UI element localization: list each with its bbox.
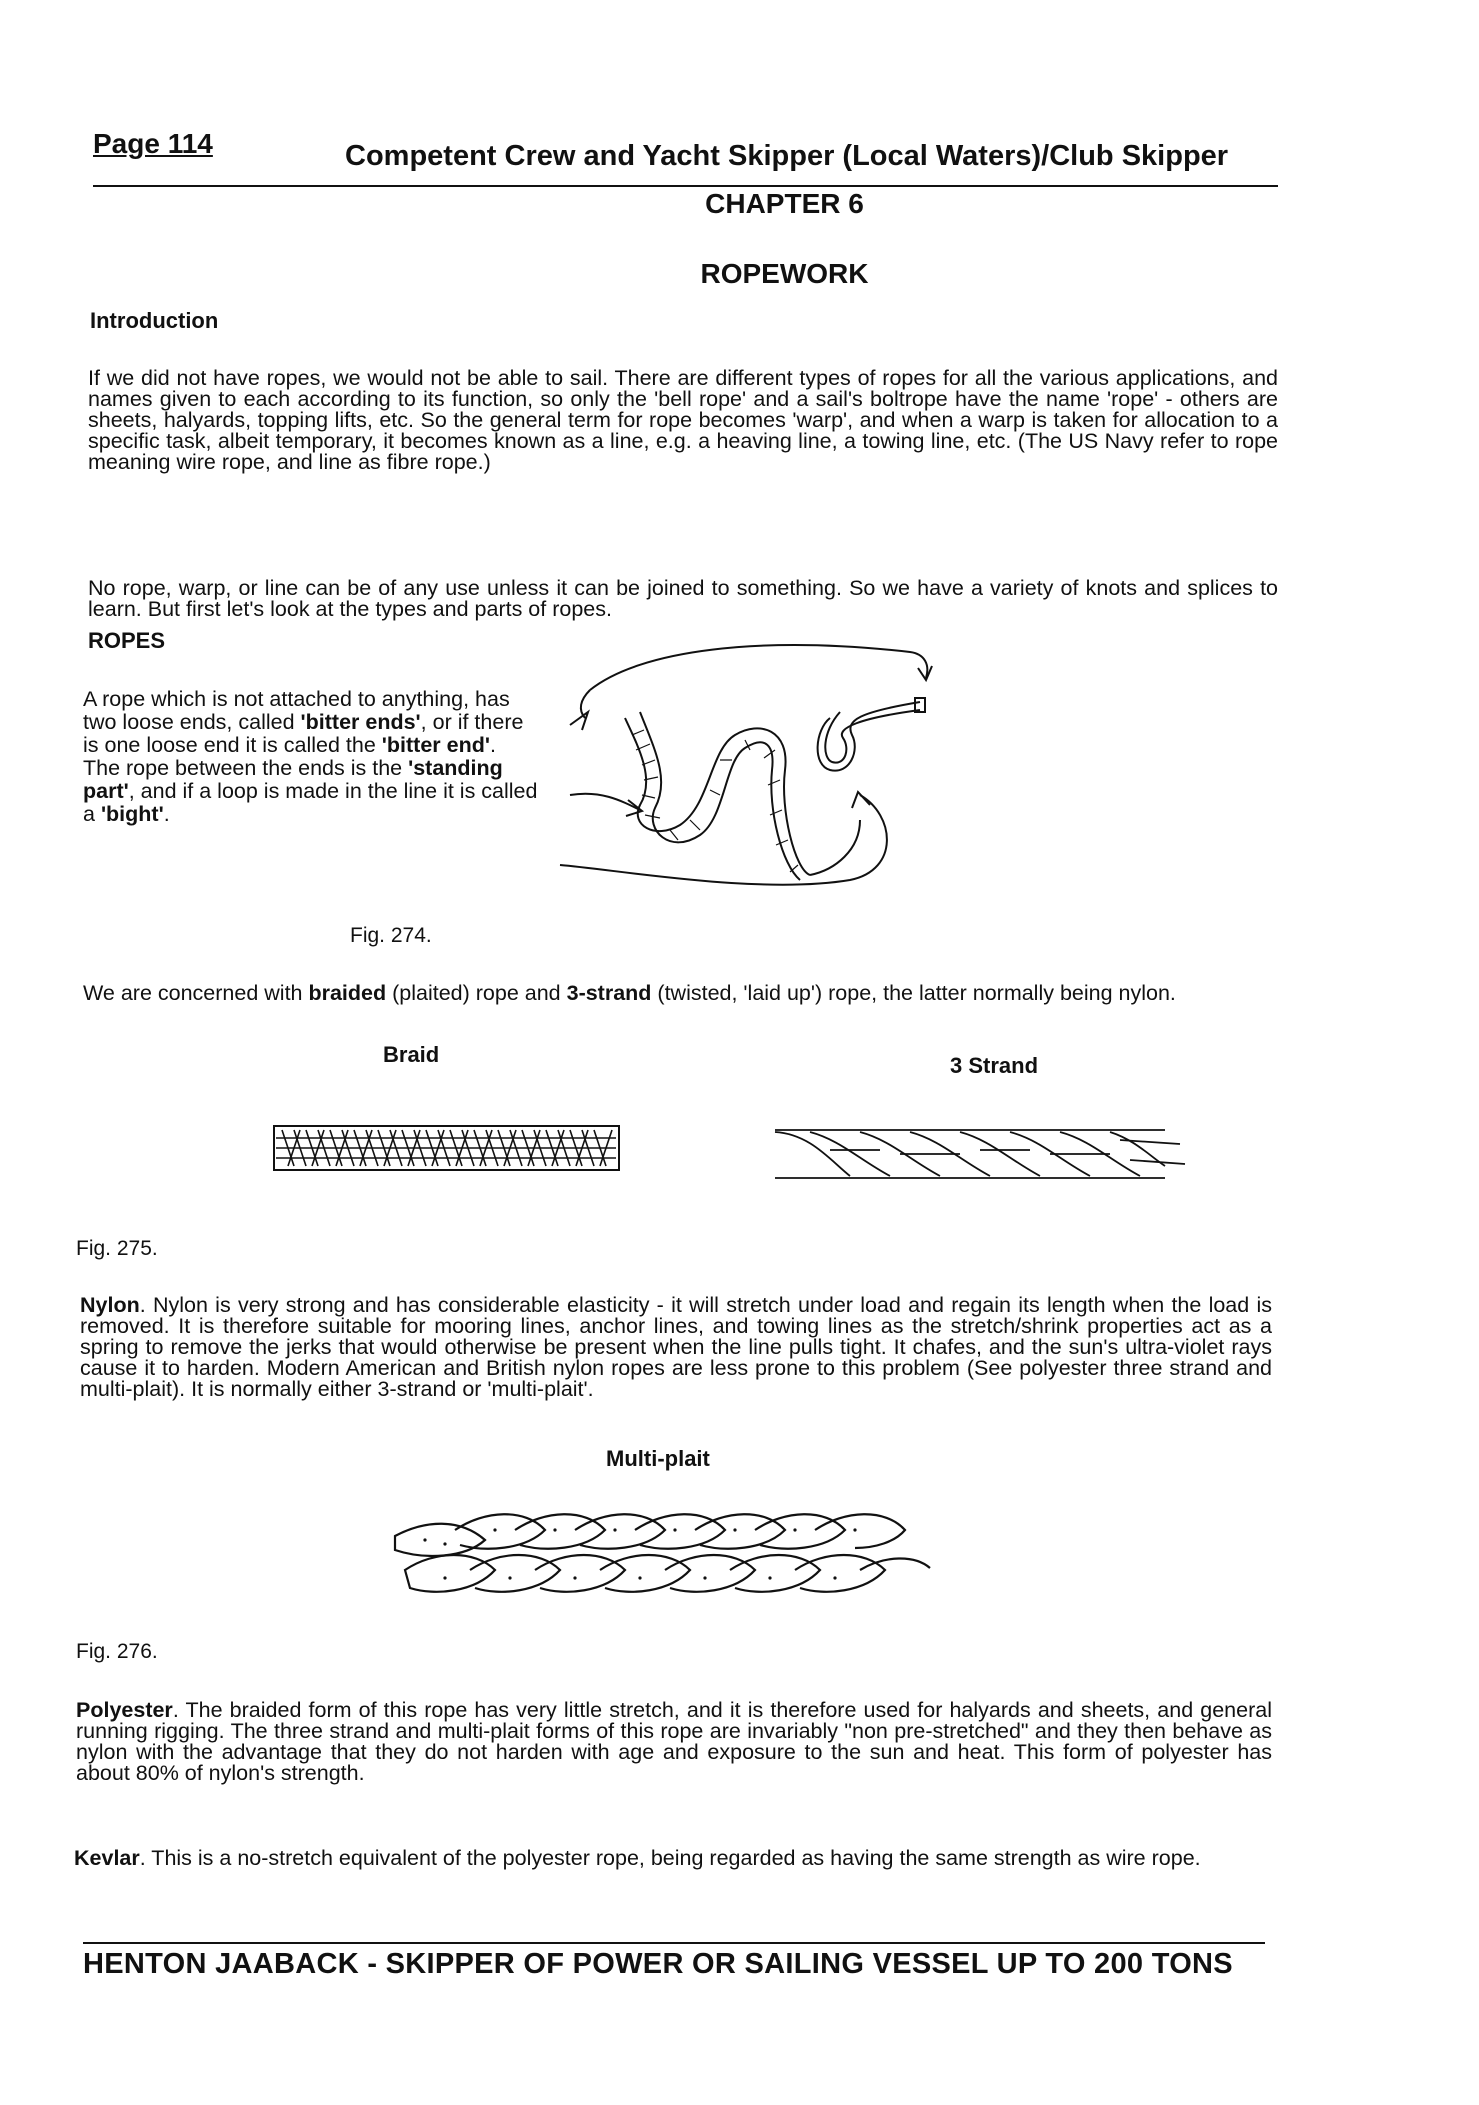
term-bitter-end: 'bitter end' [381, 733, 490, 757]
rope-types-text-2: (plaited) rope and [386, 981, 567, 1005]
ropes-paragraph [83, 688, 538, 826]
footer-text: HENTON JAABACK - SKIPPER OF POWER OR SAILING VESSEL UP TO 200 TONS [83, 1948, 1233, 1980]
introduction-paragraph-1: If we did not have ropes, we would not be able to sail. There are different types of ropes for all the various applications, and names given to each according to its function, so only the 'bell rope' and a sail's boltrope have the name 'rope' - others are sheets, halyards, topping lifts, etc. So the general term for rope becomes 'warp', and when a warp is taken for allocation to a specific task, albeit temporary, it becomes known as a line, e.g. a heaving line, a towing line, etc. (The US Navy refer to rope meaning wire rope, and line as fibre rope.) [88, 366, 1278, 474]
ropes-text-3: . The rope between the ends is the [83, 733, 496, 780]
ropes-text-4: , and if a loop is made in the line it is called a [83, 779, 538, 826]
book-title: Competent Crew and Yacht Skipper (Local Waters)/Club Skipper [345, 140, 1229, 172]
multiplait-rope-illustration [385, 1500, 945, 1615]
introduction-paragraph-2: No rope, warp, or line can be of any use unless it can be joined to something. So we have a variety of knots and splices to learn. But first let's look at the types and parts of ropes. [88, 576, 1278, 621]
rope-types-text-1: We are concerned with [83, 981, 309, 1005]
rope-types-paragraph [83, 983, 1273, 1004]
nylon-paragraph [80, 1295, 1272, 1400]
nylon-text: . Nylon is very strong and has considerable elasticity - it will stretch under load and regain its length when the load is removed. It is therefore suitable for mooring lines, anchor lines, and towing lines as the stretch/shrink properties act as a spring to remove the jerks that would otherwise be present when the line pulls tight. It chafes, and the sun's ultra-violet rays cause it to harden. Modern American and British nylon ropes are less prone to this problem (See polyester three strand and multi-plait). It is normally either 3-strand or 'multi-plait'. [80, 1293, 1272, 1401]
term-nylon: Nylon [80, 1293, 140, 1317]
ropes-text-1: A rope which is not attached to anything, has two loose ends, called [83, 687, 510, 734]
fig275-caption: Fig. 275. [76, 1237, 158, 1260]
term-bight: 'bight' [100, 802, 164, 826]
section-title: ROPEWORK [700, 258, 869, 289]
term-3-strand: 3-strand [566, 981, 652, 1005]
kevlar-paragraph [74, 1848, 1264, 1869]
fig274-rope-illustration [560, 640, 960, 900]
term-kevlar: Kevlar [74, 1846, 140, 1870]
footer-rule [83, 1942, 1265, 1944]
ropes-heading: ROPES [88, 628, 166, 653]
multiplait-label: Multi-plait [606, 1446, 710, 1471]
term-bitter-ends: 'bitter ends' [300, 710, 421, 734]
ropes-text-5: . [163, 802, 170, 826]
introduction-heading: Introduction [90, 308, 219, 333]
term-polyester: Polyester [76, 1698, 173, 1722]
ropes-text-2: , or if there is one loose end it is called the [83, 710, 524, 757]
braid-label: Braid [383, 1042, 440, 1067]
three-strand-rope-illustration [770, 1120, 1190, 1190]
page-number: Page 114 [93, 128, 213, 159]
polyester-text: . The braided form of this rope has very little stretch, and it is therefore used for halyards and sheets, and general running rigging. The three strand and multi-plait forms of this rope are invariably "non pre-stretched" and they then behave as nylon with the advantage that they do not harden with age and exposure to the sun and heat. This form of polyester has about 80% of nylon's strength. [76, 1698, 1272, 1785]
polyester-paragraph [76, 1700, 1272, 1784]
header-rule [93, 185, 1278, 187]
three-strand-label: 3 Strand [950, 1053, 1039, 1078]
kevlar-text: . This is a no-stretch equivalent of the polyester rope, being regarded as having the same strength as wire rope. [139, 1846, 1201, 1870]
term-standing-part: 'standing part' [83, 756, 503, 803]
chapter-heading: CHAPTER 6 [705, 188, 864, 219]
term-braided: braided [308, 981, 387, 1005]
fig276-caption: Fig. 276. [76, 1640, 158, 1663]
rope-types-text-3: (twisted, 'laid up') rope, the latter normally being nylon. [651, 981, 1176, 1005]
braid-rope-illustration [272, 1118, 632, 1178]
fig274-caption: Fig. 274. [350, 924, 432, 947]
